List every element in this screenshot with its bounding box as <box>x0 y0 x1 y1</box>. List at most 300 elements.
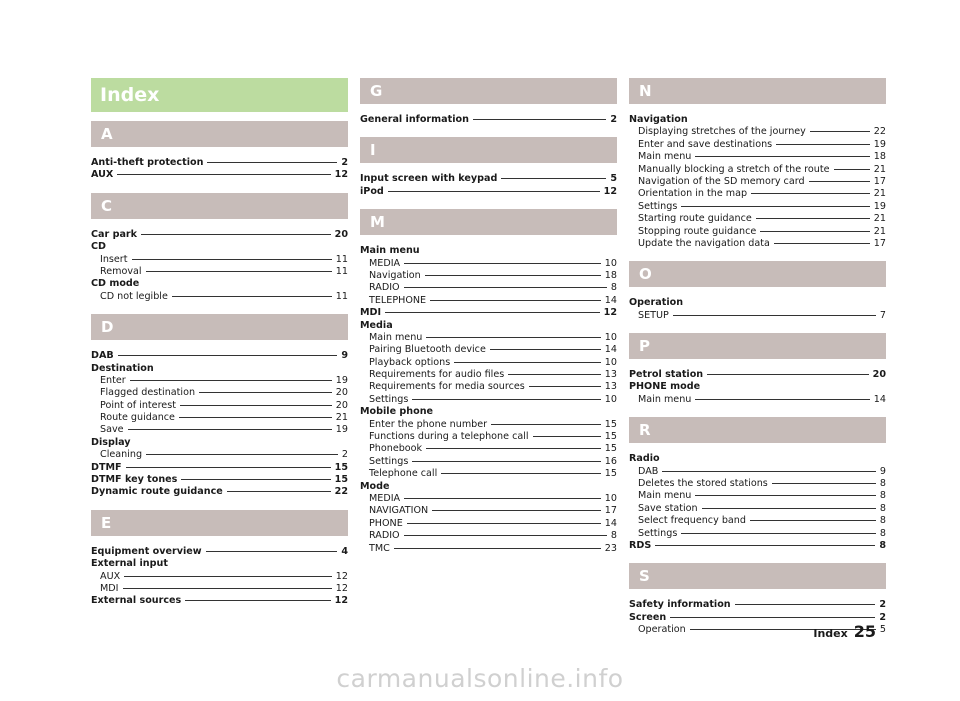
index-entry-save-station[interactable] <box>629 503 886 515</box>
section-entries <box>91 546 348 608</box>
index-entry-input-screen-with-keypad[interactable] <box>360 173 617 185</box>
entry-term: Point of interest <box>100 399 176 411</box>
index-entry-external-input[interactable] <box>91 558 348 570</box>
entry-term: CD mode <box>91 278 140 290</box>
entry-page-number: 15 <box>604 468 617 480</box>
dot-leader <box>810 131 870 132</box>
entry-page-number: 8 <box>610 282 617 294</box>
index-entry-cleaning[interactable] <box>91 449 348 461</box>
section-entries <box>91 229 348 303</box>
entry-page-number: 20 <box>335 399 348 411</box>
entry-page-number: 21 <box>873 188 886 200</box>
index-entry-mobile-phone[interactable] <box>360 406 617 418</box>
entry-term: Screen <box>629 611 667 623</box>
entry-term: Select frequency band <box>638 515 746 527</box>
index-entry-cd[interactable] <box>91 241 348 253</box>
dot-leader <box>735 604 876 605</box>
dot-leader <box>180 405 332 406</box>
entry-page-number: 8 <box>879 502 886 514</box>
dot-leader <box>117 174 330 175</box>
dot-leader <box>750 520 876 521</box>
index-entry-stopping-route-guidance[interactable] <box>629 226 886 238</box>
entry-page-number: 5 <box>610 173 617 185</box>
index-entry-tmc[interactable] <box>360 543 617 555</box>
section-entries <box>91 350 348 499</box>
dot-leader <box>702 508 876 509</box>
entry-term: RADIO <box>369 282 400 294</box>
index-entry-radio[interactable] <box>360 530 617 542</box>
entry-term: Settings <box>638 200 678 212</box>
index-entry-displaying-stretches-of-the-journey[interactable] <box>629 126 886 138</box>
index-entry-aux[interactable] <box>91 571 348 583</box>
index-entry-setup[interactable] <box>629 310 886 322</box>
index-entry-petrol-station[interactable] <box>629 369 886 381</box>
entry-term: External sources <box>91 595 182 607</box>
entry-term: Main menu <box>638 393 692 405</box>
entry-term: Route guidance <box>100 412 175 424</box>
dot-leader <box>207 162 337 163</box>
index-entry-mdi[interactable] <box>91 583 348 595</box>
index-entry-save[interactable] <box>91 424 348 436</box>
entry-term: Settings <box>369 455 409 467</box>
entry-page-number: 21 <box>873 225 886 237</box>
index-entry-navigation-of-the-sd-memory-card[interactable] <box>629 176 886 188</box>
dot-leader <box>501 178 606 179</box>
index-entry-dynamic-route-guidance[interactable] <box>91 486 348 498</box>
dot-leader <box>681 533 876 534</box>
index-entry-car-park[interactable] <box>91 229 348 241</box>
index-entry-media[interactable] <box>360 320 617 332</box>
entry-page-number: 13 <box>604 381 617 393</box>
entry-term: Flagged destination <box>100 387 196 399</box>
index-entry-media[interactable] <box>360 493 617 505</box>
dot-leader <box>695 156 869 157</box>
dot-leader <box>441 473 601 474</box>
entry-term: Enter the phone number <box>369 418 488 430</box>
index-column-2 <box>360 78 617 566</box>
index-entry-navigation[interactable] <box>360 505 617 517</box>
dot-leader <box>388 191 600 192</box>
entry-term: Mode <box>360 480 390 492</box>
entry-term: RADIO <box>369 530 400 542</box>
section-letter-c: C <box>91 193 348 219</box>
entry-page-number: 14 <box>604 344 617 356</box>
dot-leader <box>695 495 876 496</box>
index-entry-requirements-for-media-sources[interactable] <box>360 381 617 393</box>
entry-page-number: 15 <box>334 474 348 486</box>
entry-page-number: 12 <box>334 169 348 181</box>
dot-leader <box>206 551 338 552</box>
index-entry-enter-the-phone-number[interactable] <box>360 419 617 431</box>
index-entry-settings[interactable] <box>360 394 617 406</box>
section-entries <box>360 114 617 126</box>
section-entries <box>629 114 886 250</box>
entry-term: Save station <box>638 502 698 514</box>
dot-leader <box>508 374 601 375</box>
dot-leader <box>385 312 600 313</box>
index-entry-phone[interactable] <box>360 518 617 530</box>
dot-leader <box>141 234 331 235</box>
index-entry-main-menu[interactable] <box>360 245 617 257</box>
section-entries <box>629 453 886 552</box>
entry-term: SETUP <box>638 309 669 321</box>
entry-term: iPod <box>360 185 384 197</box>
dot-leader <box>146 271 332 272</box>
entry-page-number: 14 <box>604 517 617 529</box>
section-letter-p: P <box>629 333 886 359</box>
index-entry-mdi[interactable] <box>360 307 617 319</box>
dot-leader <box>407 523 601 524</box>
index-entry-orientation-in-the-map[interactable] <box>629 188 886 200</box>
index-entry-requirements-for-audio-files[interactable] <box>360 369 617 381</box>
section-letter-i: I <box>360 137 617 163</box>
entry-page-number: 2 <box>341 157 348 168</box>
entry-term: Media <box>360 319 393 331</box>
entry-term: Save <box>100 424 124 436</box>
dot-leader <box>130 380 332 381</box>
index-entry-dtmf[interactable] <box>91 462 348 474</box>
entry-term: Settings <box>369 393 409 405</box>
section-letter-e: E <box>91 510 348 536</box>
index-entry-rds[interactable] <box>629 540 886 552</box>
index-entry-functions-during-a-telephone-call[interactable] <box>360 431 617 443</box>
index-entry-operation[interactable] <box>629 297 886 309</box>
entry-term: External input <box>91 558 168 570</box>
index-entry-aux[interactable] <box>91 169 348 181</box>
entry-term: Functions during a telephone call <box>369 431 529 443</box>
dot-leader <box>179 417 332 418</box>
entry-page-number: 20 <box>872 369 886 381</box>
dot-leader <box>774 243 870 244</box>
entry-term: Deletes the stored stations <box>638 478 768 490</box>
entry-term: Main menu <box>638 490 692 502</box>
entry-term: DTMF <box>91 461 122 473</box>
entry-page-number: 19 <box>335 424 348 436</box>
dot-leader <box>199 392 332 393</box>
index-entry-telephone-call[interactable] <box>360 468 617 480</box>
entry-page-number: 11 <box>335 290 348 302</box>
dot-leader <box>404 263 601 264</box>
entry-term: AUX <box>100 570 121 582</box>
dot-leader <box>126 467 331 468</box>
index-entry-main-menu[interactable] <box>629 394 886 406</box>
dot-leader <box>146 454 338 455</box>
entry-term: MEDIA <box>369 492 401 504</box>
entry-page-number: 8 <box>610 530 617 542</box>
entry-term: TELEPHONE <box>369 294 427 306</box>
dot-leader <box>670 617 875 618</box>
entry-term: Requirements for audio files <box>369 369 505 381</box>
index-entry-telephone[interactable] <box>360 295 617 307</box>
index-entry-cd-not-legible[interactable] <box>91 291 348 303</box>
index-entry-dab[interactable] <box>629 466 886 478</box>
entry-term: Enter <box>100 374 126 386</box>
index-entry-ipod[interactable] <box>360 186 617 198</box>
dot-leader <box>432 510 601 511</box>
entry-term: Display <box>91 436 131 448</box>
dot-leader <box>124 576 332 577</box>
entry-page-number: 2 <box>341 449 348 461</box>
entry-page-number: 15 <box>334 461 348 473</box>
dot-leader <box>707 374 868 375</box>
footer-label: Index <box>813 627 848 640</box>
index-entry-main-menu[interactable] <box>629 490 886 502</box>
index-entry-playback-options[interactable] <box>360 357 617 369</box>
entry-term: DAB <box>91 350 114 362</box>
entry-page-number: 19 <box>873 200 886 212</box>
section-letter-a: A <box>91 121 348 147</box>
dot-leader <box>425 275 601 276</box>
index-entry-main-menu[interactable] <box>360 332 617 344</box>
entry-page-number: 8 <box>879 515 886 527</box>
entry-page-number: 12 <box>335 570 348 582</box>
index-entry-anti-theft-protection[interactable] <box>91 157 348 169</box>
entry-term: Petrol station <box>629 369 704 381</box>
index-entry-pairing-bluetooth-device[interactable] <box>360 344 617 356</box>
dot-leader <box>491 424 601 425</box>
index-entry-media[interactable] <box>360 258 617 270</box>
entry-term: Update the navigation data <box>638 237 770 249</box>
entry-term: Navigation <box>629 114 688 125</box>
page-footer <box>813 622 876 641</box>
entry-page-number: 20 <box>334 228 348 240</box>
entry-page-number: 23 <box>604 542 617 554</box>
index-entry-flagged-destination[interactable] <box>91 387 348 399</box>
entry-term: Car park <box>91 228 138 240</box>
entry-term: Settings <box>638 527 678 539</box>
section-letter-n: N <box>629 78 886 104</box>
dot-leader <box>185 600 330 601</box>
entry-page-number: 15 <box>604 443 617 455</box>
entry-term: Stopping route guidance <box>638 225 757 237</box>
entry-page-number: 17 <box>604 505 617 517</box>
entry-term: RDS <box>629 539 652 551</box>
entry-term: Cleaning <box>100 449 143 461</box>
index-entry-phonebook[interactable] <box>360 443 617 455</box>
entry-term: Anti-theft protection <box>91 157 204 168</box>
index-entry-radio[interactable] <box>629 453 886 465</box>
section-entries <box>360 245 617 555</box>
index-entry-display[interactable] <box>91 437 348 449</box>
section-entries <box>360 173 617 198</box>
dot-leader <box>760 231 870 232</box>
entry-term: Displaying stretches of the journey <box>638 126 806 138</box>
dot-leader <box>404 498 601 499</box>
index-entry-deletes-the-stored-stations[interactable] <box>629 478 886 490</box>
section-letter-g: G <box>360 78 617 104</box>
entry-page-number: 13 <box>604 369 617 381</box>
entry-page-number: 10 <box>604 356 617 368</box>
index-entry-update-the-navigation-data[interactable] <box>629 238 886 250</box>
index-entry-enter[interactable] <box>91 375 348 387</box>
entry-page-number: 8 <box>879 527 886 539</box>
page-number: 25 <box>853 622 876 641</box>
entry-term: Main menu <box>638 151 692 163</box>
entry-page-number: 11 <box>335 253 348 265</box>
entry-term: MEDIA <box>369 257 401 269</box>
dot-leader <box>834 169 870 170</box>
entry-page-number: 15 <box>604 431 617 443</box>
index-entry-starting-route-guidance[interactable] <box>629 213 886 225</box>
dot-leader <box>412 399 600 400</box>
entry-term: PHONE <box>369 517 403 529</box>
dot-leader <box>118 355 338 356</box>
entry-term: Telephone call <box>369 468 438 480</box>
entry-term: Navigation <box>369 269 421 281</box>
section-entries <box>629 369 886 406</box>
index-entry-external-sources[interactable] <box>91 595 348 607</box>
index-entry-settings[interactable] <box>360 456 617 468</box>
entry-page-number: 8 <box>879 490 886 502</box>
dot-leader <box>756 218 870 219</box>
entry-page-number: 14 <box>604 294 617 306</box>
dot-leader <box>404 535 607 536</box>
index-entry-safety-information[interactable] <box>629 599 886 611</box>
entry-page-number: 12 <box>335 582 348 594</box>
entry-term: Mobile phone <box>360 406 434 418</box>
entry-term: Dynamic route guidance <box>91 486 223 498</box>
entry-term: Insert <box>100 253 128 265</box>
index-entry-select-frequency-band[interactable] <box>629 515 886 527</box>
entry-term: DTMF key tones <box>91 474 178 486</box>
dot-leader <box>529 386 601 387</box>
index-entry-general-information[interactable] <box>360 114 617 126</box>
entry-page-number: 9 <box>879 465 886 477</box>
entry-term: Equipment overview <box>91 545 202 557</box>
index-entry-dtmf-key-tones[interactable] <box>91 474 348 486</box>
dot-leader <box>809 181 870 182</box>
index-entry-navigation[interactable] <box>360 270 617 282</box>
entry-term: Enter and save destinations <box>638 138 773 150</box>
entry-term: MDI <box>100 582 119 594</box>
section-letter-o: O <box>629 261 886 287</box>
dot-leader <box>394 548 601 549</box>
entry-page-number: 19 <box>335 374 348 386</box>
dot-leader <box>695 399 869 400</box>
entry-term: Orientation in the map <box>638 188 748 200</box>
section-letter-d: D <box>91 314 348 340</box>
entry-page-number: 7 <box>879 309 886 321</box>
entry-page-number: 5 <box>879 624 886 636</box>
entry-term: Input screen with keypad <box>360 173 498 185</box>
section-entries <box>629 297 886 322</box>
entry-term: Radio <box>629 453 660 465</box>
entry-page-number: 12 <box>603 307 617 319</box>
entry-page-number: 18 <box>604 269 617 281</box>
dot-leader <box>772 483 876 484</box>
index-entry-point-of-interest[interactable] <box>91 400 348 412</box>
entry-term: Phonebook <box>369 443 423 455</box>
entry-page-number: 10 <box>604 492 617 504</box>
dot-leader <box>227 491 331 492</box>
index-entry-insert[interactable] <box>91 254 348 266</box>
entry-page-number: 18 <box>873 151 886 163</box>
entry-page-number: 22 <box>334 486 348 498</box>
entry-term: Manually blocking a stretch of the route <box>638 163 830 175</box>
index-entry-navigation[interactable] <box>629 114 886 126</box>
entry-term: DAB <box>638 465 659 477</box>
entry-page-number: 22 <box>873 126 886 138</box>
index-entry-phone-mode[interactable] <box>629 381 886 393</box>
section-letter-r: R <box>629 417 886 443</box>
entry-page-number: 21 <box>873 213 886 225</box>
entry-page-number: 15 <box>604 418 617 430</box>
entry-term: Operation <box>638 624 686 636</box>
index-entry-route-guidance[interactable] <box>91 412 348 424</box>
dot-leader <box>751 193 870 194</box>
dot-leader <box>681 206 869 207</box>
index-column-3 <box>629 78 886 648</box>
entry-term: Pairing Bluetooth device <box>369 344 486 356</box>
index-entry-equipment-overview[interactable] <box>91 546 348 558</box>
index-entry-main-menu[interactable] <box>629 151 886 163</box>
dot-leader <box>662 471 876 472</box>
entry-page-number: 8 <box>879 478 886 490</box>
dot-leader <box>426 448 601 449</box>
dot-leader <box>430 300 601 301</box>
dot-leader <box>454 362 601 363</box>
dot-leader <box>404 287 607 288</box>
index-entry-radio[interactable] <box>360 282 617 294</box>
index-entry-cd-mode[interactable] <box>91 278 348 290</box>
entry-term: TMC <box>369 542 390 554</box>
entry-term: CD not legible <box>100 290 168 302</box>
entry-page-number: 21 <box>873 163 886 175</box>
entry-term: Destination <box>91 362 154 374</box>
entry-page-number: 12 <box>334 595 348 607</box>
entry-page-number: 17 <box>873 175 886 187</box>
index-entry-enter-and-save-destinations[interactable] <box>629 139 886 151</box>
entry-term: AUX <box>91 169 114 181</box>
entry-page-number: 10 <box>604 257 617 269</box>
entry-page-number: 4 <box>341 545 348 557</box>
index-entry-mode[interactable] <box>360 481 617 493</box>
entry-term: Playback options <box>369 356 451 368</box>
entry-page-number: 9 <box>341 350 348 362</box>
entry-term: Navigation of the SD memory card <box>638 175 805 187</box>
entry-term: Requirements for media sources <box>369 381 525 393</box>
entry-term: MDI <box>360 307 382 319</box>
entry-page-number: 12 <box>603 185 617 197</box>
entry-term: Main menu <box>360 245 420 257</box>
entry-page-number: 11 <box>335 265 348 277</box>
dot-leader <box>533 436 601 437</box>
dot-leader <box>181 479 330 480</box>
entry-term: CD <box>91 241 107 253</box>
entry-page-number: 19 <box>873 138 886 150</box>
entry-term: Main menu <box>369 331 423 343</box>
entry-term: PHONE mode <box>629 381 701 393</box>
dot-leader <box>123 588 332 589</box>
index-entry-dab[interactable] <box>91 350 348 362</box>
entry-page-number: 8 <box>879 539 886 551</box>
index-entry-destination[interactable] <box>91 363 348 375</box>
entry-term: NAVIGATION <box>369 505 429 517</box>
section-letter-s: S <box>629 563 886 589</box>
index-entry-manually-blocking-a-stretch-of-the-route[interactable] <box>629 164 886 176</box>
entry-page-number: 2 <box>879 611 886 623</box>
index-entry-settings[interactable] <box>629 528 886 540</box>
entry-term: General information <box>360 114 469 125</box>
page-title: Index <box>91 78 348 112</box>
index-entry-settings[interactable] <box>629 201 886 213</box>
index-column-1 <box>91 78 348 619</box>
index-entry-removal[interactable] <box>91 266 348 278</box>
section-entries <box>91 157 348 182</box>
dot-leader <box>128 429 332 430</box>
entry-page-number: 20 <box>335 387 348 399</box>
dot-leader <box>473 119 606 120</box>
